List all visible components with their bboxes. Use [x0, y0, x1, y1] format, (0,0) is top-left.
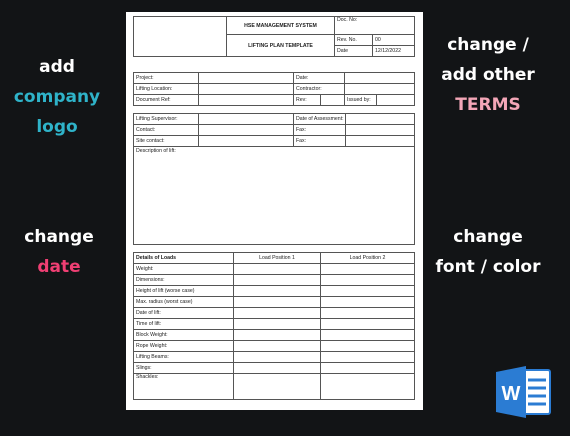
caption-line-highlight: TERMS	[455, 95, 521, 115]
load-row	[134, 363, 415, 374]
load-position-2-cell[interactable]	[321, 352, 415, 363]
load-row-label: Rope Weight:	[134, 341, 234, 352]
load-position-1-cell[interactable]	[234, 341, 321, 352]
loads-table	[133, 252, 415, 400]
load-row-label: Slings:	[134, 363, 234, 374]
caption-line-highlight: logo	[36, 117, 78, 137]
contact-field[interactable]	[199, 125, 294, 136]
date-field[interactable]	[345, 73, 415, 84]
load-position-2-cell[interactable]	[321, 363, 415, 374]
project-table	[133, 72, 415, 106]
project-field[interactable]	[199, 73, 294, 84]
load-row	[134, 308, 415, 319]
issued-by-field[interactable]	[377, 95, 415, 106]
load-row	[134, 319, 415, 330]
contractor-field[interactable]	[345, 84, 415, 95]
caption-line: change	[453, 227, 523, 247]
load-position-2-cell[interactable]	[321, 264, 415, 275]
system-title: HSE MANAGEMENT SYSTEM	[227, 17, 335, 35]
header-table	[133, 16, 415, 57]
load-position-2-cell[interactable]	[321, 286, 415, 297]
load-position-2-cell[interactable]	[321, 319, 415, 330]
caption-line: change /	[447, 35, 529, 55]
load-row-label: Shackles:	[134, 374, 234, 400]
site-contact-label: Site contact:	[134, 136, 199, 147]
load-position-2-cell[interactable]	[321, 275, 415, 286]
load-position-1-cell[interactable]	[234, 363, 321, 374]
load-row	[134, 275, 415, 286]
rev-no-value: 00	[373, 35, 415, 46]
lifting-supervisor-label: Lifting Supervisor:	[134, 114, 199, 125]
caption-line: add other	[441, 65, 535, 85]
lifting-supervisor-field[interactable]	[199, 114, 294, 125]
load-row	[134, 352, 415, 363]
word-icon	[494, 364, 554, 420]
rev-label: Rev:	[294, 95, 321, 106]
load-row-label: Weight:	[134, 264, 234, 275]
document-ref-label: Document Ref:	[134, 95, 199, 106]
load-position-2-cell[interactable]	[321, 308, 415, 319]
issued-by-label: Issued by:	[345, 95, 377, 106]
load-row	[134, 297, 415, 308]
change-terms-caption	[423, 30, 553, 120]
load-position-2-cell[interactable]	[321, 374, 415, 400]
fax-field[interactable]	[346, 136, 415, 147]
caption-line: font / color	[435, 257, 541, 277]
doc-no-label: Doc. No:	[335, 17, 415, 35]
project-label: Project:	[134, 73, 199, 84]
load-row-label: Dimensions:	[134, 275, 234, 286]
document-page	[126, 12, 423, 410]
contractor-label: Contractor:	[294, 84, 345, 95]
load-row-label: Height of lift (worse case)	[134, 286, 234, 297]
load-row	[134, 330, 415, 341]
load-position-2-header: Load Position 2	[321, 253, 415, 264]
load-position-1-cell[interactable]	[234, 308, 321, 319]
add-logo-caption	[0, 52, 122, 142]
load-position-1-cell[interactable]	[234, 286, 321, 297]
caption-line-highlight: company	[13, 87, 101, 107]
fax-label: Fax:	[294, 125, 346, 136]
caption-line-highlight: date	[37, 257, 81, 277]
rev-field[interactable]	[321, 95, 345, 106]
load-row	[134, 374, 415, 400]
load-row-label: Date of lift:	[134, 308, 234, 319]
load-position-1-header: Load Position 1	[234, 253, 321, 264]
date-field-label: Date:	[294, 73, 345, 84]
load-position-1-cell[interactable]	[234, 319, 321, 330]
logo-placeholder	[134, 17, 227, 57]
date-value: 12/12/2022	[373, 46, 415, 57]
contact-label: Contact:	[134, 125, 199, 136]
details-of-loads-header: Details of Loads	[134, 253, 234, 264]
change-font-caption	[423, 222, 553, 282]
caption-line: add	[39, 57, 75, 77]
caption-line: change	[24, 227, 94, 247]
load-row	[134, 264, 415, 275]
load-position-1-cell[interactable]	[234, 330, 321, 341]
fax-label: Fax:	[294, 136, 346, 147]
load-position-2-cell[interactable]	[321, 297, 415, 308]
load-position-1-cell[interactable]	[234, 275, 321, 286]
change-date-caption	[0, 222, 124, 282]
load-row-label: Max. radius (worst case)	[134, 297, 234, 308]
doc-title: LIFTING PLAN TEMPLATE	[227, 35, 335, 57]
date-of-assessment-label: Date of Assessment:	[294, 114, 346, 125]
site-contact-field[interactable]	[199, 136, 294, 147]
lifting-location-field[interactable]	[199, 84, 294, 95]
load-row-label: Block Weight:	[134, 330, 234, 341]
lifting-location-label: Lifting Location:	[134, 84, 199, 95]
supervisor-table	[133, 113, 415, 245]
date-label: Date	[335, 46, 373, 57]
word-icon-letter: W	[501, 383, 521, 405]
fax-field[interactable]	[346, 125, 415, 136]
load-row	[134, 286, 415, 297]
load-position-2-cell[interactable]	[321, 330, 415, 341]
load-row-label: Lifting Beams:	[134, 352, 234, 363]
load-position-1-cell[interactable]	[234, 352, 321, 363]
load-position-1-cell[interactable]	[234, 374, 321, 400]
description-of-lift[interactable]: Description of lift:	[134, 147, 415, 245]
load-position-1-cell[interactable]	[234, 264, 321, 275]
date-of-assessment-field[interactable]	[346, 114, 415, 125]
load-row-label: Time of lift:	[134, 319, 234, 330]
rev-no-label: Rev. No.	[335, 35, 373, 46]
document-ref-field[interactable]	[199, 95, 294, 106]
load-row	[134, 341, 415, 352]
load-position-2-cell[interactable]	[321, 341, 415, 352]
load-position-1-cell[interactable]	[234, 297, 321, 308]
